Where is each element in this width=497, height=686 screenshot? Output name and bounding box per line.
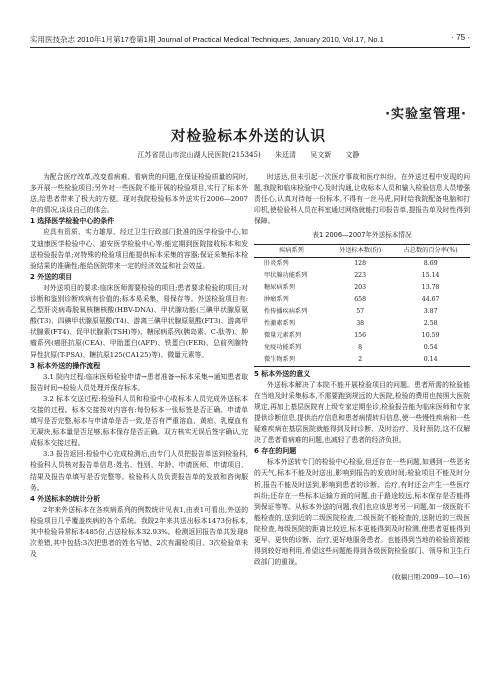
paragraph: 3.2 标本交送过程:检验科人员和检验中心收标本人员完成外送标本交接的过程。标本交接按对内容有:每份标本一张标签是否正确、申请单填写是否完整,标本与申请单是否一致,是否有严重溶血、黄疸、乳糜血有无凝块,标本量是否足够,标本保存是否正确。双方核实无误后签字确认,完成标本交接过程。	[30, 394, 248, 448]
paragraph: 应具有资质、实力雄厚、经过卫生行政部门批准的医学检验中心,如艾迪康医学检验中心、迪安医学检验中心等;能定期到医院接收标本和发送检验报告单;对特殊的检验项目能提供标本采集的容器;保证采集标本检验结果的准确性;能给医院带来一定的经济效益和社会效益。	[30, 228, 248, 270]
data-table	[254, 244, 470, 367]
table-cell: 性传播疾病系列	[264, 307, 308, 315]
table-cell: 203	[354, 283, 367, 291]
section-heading: 5 标本外送的意义	[254, 369, 311, 378]
paragraph: 对外送项目的要求:临床医师需要检验的项目;患者要求检验的项目;对诊断和鉴别诊断疾病有价值的;标本易采集、易保存等。外送检验项目有:乙型肝炎病毒脱氧核糖核酸(HBV-DNA)、甲状腺功能(三碘甲状腺原氨酸(T3)、四碘甲状腺原氨酸(T4)、游离三碘甲状腺原氨酸(FT3)、游离甲状腺素(FT4)、促甲状腺素(TSH)等)、糖尿病系列(胰岛素、C-肽等)、肿瘤系列(癌胚抗原(CEA)、甲胎蛋白(AFP)、铁蛋白(FER)、总前列腺特异性抗原(T-PSA)、糖抗原125(CA125)等)、微量元素等。	[30, 283, 248, 359]
table-row	[254, 270, 470, 282]
table-cell: 38	[356, 319, 365, 327]
table-row	[254, 294, 470, 306]
table-row	[254, 330, 470, 342]
table-header-cell: 疾病系列	[254, 244, 329, 257]
table-cell: 2	[329, 354, 391, 367]
running-header	[30, 32, 470, 46]
section-heading: 1 选择医学检验中心的条件	[30, 217, 115, 226]
table-cell: 44.67	[421, 295, 440, 303]
table-cell: 微生物系列	[254, 354, 329, 367]
author-name: 吴文新	[310, 151, 332, 159]
table-row	[254, 318, 470, 330]
section-tag: ·实验室管理·	[385, 107, 467, 122]
table-cell: 13.78	[421, 283, 440, 291]
table-cell: 15.14	[421, 271, 440, 279]
table-cell: 肝炎系列	[264, 259, 289, 267]
section-heading: 3 标本外送的操作流程	[30, 361, 101, 370]
table-cell: 免疫功能系列	[264, 343, 302, 351]
paragraph: 标本外送转专门的检验中心检验,但还存在一些问题,如遇到一些恶劣的天气,标本不能及时送出,影响到报告的发放时间;检验项目不能及时分析,报告不能及时送到,影响到患者的诊断、治疗,有时还会产生一些医疗纠纷;还存在一些标本运输方面的问题,由于路途较远,标本保存是否能得到保证等等。从标本外送的问题,我们也应该思考另一问题,如一级医院不能检查的,送到近的二级医院检查,二级医院不能检查的,送附近的三级医院检查,每级医院的距离比较近,标本更能得到及时检测,使患者更能得到更早、更快的诊断、治疗,更好地服务患者。也能得到当地的检验资源能得到较好地利用,希望这些问题能得到各级医院检验部门、领导和卫生行政部门的重视。	[254, 458, 470, 567]
author-name: 朱廷清	[274, 151, 296, 159]
table-cell: 甲状腺功能系列	[264, 271, 308, 279]
table-header-cell: 占总数的百分率(%)	[391, 244, 470, 257]
table-cell: 肿瘤系列	[264, 295, 289, 303]
table-header-cell: 外送标本数(份)	[329, 244, 391, 257]
table-cell: 156	[354, 331, 367, 339]
journal-info: 实用医技杂志 2010年1月第17卷第1期 Journal of Practical Medical Techniques, January 2010, Vol.17, No.1	[30, 35, 384, 44]
table-cell: 0.54	[423, 343, 438, 351]
table-cell: 2.58	[423, 319, 438, 327]
table-cell: 128	[354, 259, 367, 267]
table-row	[254, 282, 470, 294]
right-column-top	[254, 172, 470, 227]
right-column	[254, 172, 470, 583]
paragraph: 3.1 院内过程:临床医师检验申请→患者准备→标本采集→通知患者取报告时间→检验人员处理并保存标本。	[30, 372, 248, 392]
table-cell: 性激素系列	[264, 319, 295, 327]
table-row	[254, 342, 470, 354]
table-body	[254, 257, 470, 366]
right-column-bottom	[254, 369, 470, 569]
author-name: 文静	[345, 151, 360, 159]
table-row	[254, 354, 470, 367]
paragraph: 2年来外送标本在各疾病系列的例数统计见表1,由表1可看出,外送的检验项目几乎覆盖疾病的各个系统。我院2年来共送出标本1473份标本,其中检验异常标本485份,占送检标本32.93%。检测返回报告单共发现8次差错,其中包括:3次把患者的姓名写错、2次有漏检项目、3次检验单未及	[30, 505, 248, 559]
header-rule	[30, 47, 470, 48]
table-cell: 223	[354, 271, 367, 279]
table-row	[254, 306, 470, 318]
table-cell: 658	[354, 295, 367, 303]
section-heading: 2 外送的项目	[30, 272, 73, 281]
article-title: 对检验标本外送的认识	[171, 129, 326, 145]
table-cell: 微量元素系列	[264, 331, 302, 339]
table-cell: 糖尿病系列	[264, 283, 295, 291]
paragraph: 为配合医疗改革,改变看病难、看病贵的问题,在保证检验质量的同时,多开展一些检验项目;另外对一些医院不能开展的检验项目,实行了标本外送,给患者带来了极大的方便。现对我院检验标本外送实行2006—2007年的情况,谈谈自己的体会。	[30, 173, 248, 215]
table-caption: 表1 2006—2007年外送标本情况	[312, 231, 412, 240]
author-line	[0, 150, 497, 160]
table-cell: 8	[358, 343, 363, 351]
paragraph: 时送达,但未引起一次医疗事故和医疗纠纷。在外送过程中发现的问题,我院和临床检验中心及时沟通,让收标本人员和输入检验信息人员增强责任心,认真对待每一份标本,不得有一丝马虎,同时给我院配备电脑和打印机,使检验科人员在科室通过网络就能打印报告单,提报告单及时性得到保障。	[254, 173, 470, 226]
table-cell: 3.87	[423, 307, 438, 315]
paragraph: 外送标本解决了本院不能开展检验项目的问题。患者所需的检验能在当地及时采集标本,不需要跑到规远的大医院,检验的费用也按照大医院规定,再加上基层医院有上级专家定期坐诊,检验报告能为临床医师和专家提供诊断信息,提供治疗信息和患者病情转归信息,使一些慢性疾病和一些疑难疾病在基层医院就能得到及时诊断、及时治疗、及时预防,这不仅解决了患者看病难的问题,也减轻了患者的经济负担。	[254, 380, 470, 445]
table-cell: 10.59	[421, 331, 440, 339]
page-number: · 75 ·	[451, 33, 470, 42]
received-date: (收稿日期:2009—10—16)	[391, 573, 470, 582]
paragraph: 3.3 报告返回:检验中心完成检测后,由专门人员把报告单送到检验科,检验科人员核对报告单信息:姓名、性别、年龄、申请医师、申请项目、结果及报告单填写是否完整等。检验科人员负责报告单的发放和咨询服务。	[30, 450, 248, 492]
table-cell: 57	[356, 307, 365, 315]
section-heading: 4 外送标本的统计分析	[30, 494, 101, 503]
table-row	[254, 257, 470, 270]
left-column	[30, 172, 248, 560]
table-cell: 0.14	[391, 354, 470, 367]
table-cell: 8.69	[423, 259, 438, 267]
section-heading: 6 存在的问题	[254, 447, 297, 456]
table-header-row	[254, 244, 470, 257]
affiliation: 江苏省昆山市淀山湖人民医院(215345)	[137, 151, 261, 159]
